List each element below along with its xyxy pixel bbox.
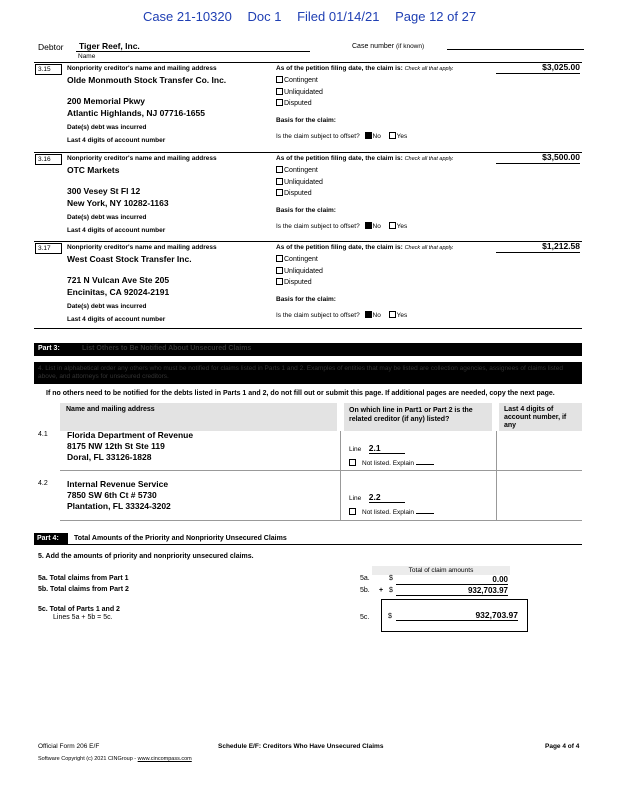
status-checkboxes: Contingent Unliquidated Disputed: [276, 254, 323, 289]
related-line: Line 2.1: [349, 438, 405, 456]
footer-software: Software Copyright (c) 2021 CINGroup - www.cincompass.com: [38, 756, 192, 762]
creditor-address-line2: New York, NY 10282-1163: [67, 198, 169, 208]
disputed-checkbox[interactable]: [276, 189, 283, 196]
explain-field[interactable]: [416, 513, 434, 514]
not-listed-row: Not listed. Explain: [349, 508, 434, 516]
date-incurred-label: Date(s) debt was incurred: [67, 124, 147, 131]
part4-instruction: 5. Add the amounts of priority and nonpriority unsecured claims.: [38, 553, 254, 560]
status-checkboxes: Contingent Unliquidated Disputed: [276, 165, 323, 200]
creditor-name-label: Nonpriority creditor's name and mailing address: [67, 155, 217, 162]
row-5a-code: 5a.: [360, 575, 370, 582]
part3-instruction: If no others need to be notified for the debts listed in Parts 1 and 2, do not fill out or submit this page. If additional pages are needed, copy the next page.: [46, 390, 555, 397]
contingent-checkbox[interactable]: [276, 76, 283, 83]
unliquidated-checkbox[interactable]: [276, 267, 283, 274]
case-number-field[interactable]: [447, 40, 584, 50]
col-line-header: On which line in Part1 or Part 2 is the related creditor (if any) listed?: [344, 403, 492, 431]
footer-form: Official Form 206 E/F: [38, 743, 100, 750]
creditor-address-line1: 721 N Vulcan Ave Ste 205: [67, 275, 170, 285]
asof-label: As of the petition filing date, the claim is: Check all that apply.: [276, 155, 454, 162]
total-5c-box: [381, 599, 528, 632]
creditor-name: West Coast Stock Transfer Inc.: [67, 254, 192, 264]
row-5b-value: 932,703.97: [396, 586, 508, 596]
disputed-checkbox[interactable]: [276, 278, 283, 285]
not-listed-checkbox[interactable]: [349, 508, 356, 515]
last4-label: Last 4 digits of account number: [67, 227, 166, 234]
creditor-number: 3.17: [35, 243, 62, 254]
case-number-label: Case number (if known): [352, 43, 425, 50]
status-checkboxes: Contingent Unliquidated Disputed: [276, 75, 323, 110]
basis-label: Basis for the claim:: [276, 296, 336, 303]
unliquidated-checkbox[interactable]: [276, 88, 283, 95]
not-listed-checkbox[interactable]: [349, 459, 356, 466]
creditor-address-line2: Atlantic Highlands, NJ 07716-1655: [67, 108, 205, 118]
related-line: Line 2.2: [349, 487, 405, 505]
part3-tag: Part 3:: [38, 345, 60, 352]
creditor-name: Olde Monmouth Stock Transfer Co. Inc.: [67, 75, 227, 85]
claim-amount: $3,025.00: [496, 62, 580, 74]
creditor-address-line1: 300 Vesey St Fl 12: [67, 186, 141, 196]
part4-tag: Part 4:: [34, 533, 68, 545]
offset-no-checkbox[interactable]: [365, 311, 372, 318]
column-divider: [496, 431, 497, 520]
last4-label: Last 4 digits of account number: [67, 137, 166, 144]
offset-yes-checkbox[interactable]: [389, 311, 396, 318]
claim-amount: $1,212.58: [496, 241, 580, 253]
stamp-doc: Doc 1: [247, 9, 282, 24]
part4-header: [34, 533, 582, 545]
col-name-header: Name and mailing address: [60, 403, 337, 431]
creditor-name-label: Nonpriority creditor's name and mailing address: [67, 65, 217, 72]
col-last4-header: Last 4 digits of account number, if any: [499, 403, 582, 431]
creditor-number: 3.15: [35, 64, 62, 75]
row-5c-value: 932,703.97: [396, 609, 518, 621]
other-name: Florida Department of Revenue: [67, 430, 194, 440]
creditor-name-label: Nonpriority creditor's name and mailing address: [67, 244, 217, 251]
claim-amount: $3,500.00: [496, 152, 580, 164]
contingent-checkbox[interactable]: [276, 166, 283, 173]
basis-label: Basis for the claim:: [276, 117, 336, 124]
debtor-name: Tiger Reef, Inc.: [79, 41, 140, 51]
date-incurred-label: Date(s) debt was incurred: [67, 214, 147, 221]
related-line-value: 2.1: [369, 443, 405, 454]
name-label: Name: [78, 53, 96, 60]
court-stamp: [0, 9, 619, 24]
row-5c-dollar: $: [388, 613, 392, 620]
debtor-name-line: [76, 40, 310, 52]
row-5b-code: 5b.: [360, 587, 370, 594]
other-address-line2: Plantation, FL 33324-3202: [67, 501, 171, 511]
stamp-case: Case 21-10320: [142, 9, 232, 24]
row-5b-dollar: $: [389, 587, 393, 594]
creditor-address-line1: 200 Memorial Pkwy: [67, 96, 145, 106]
other-number: 4.2: [38, 480, 48, 487]
asof-label: As of the petition filing date, the claim is: Check all that apply.: [276, 65, 454, 72]
basis-label: Basis for the claim:: [276, 207, 336, 214]
part3-header: [34, 343, 582, 356]
other-address-line1: 7850 SW 6th Ct # 5730: [67, 490, 157, 500]
row-separator: [60, 520, 582, 521]
footer-schedule: Schedule E/F: Creditors Who Have Unsecured Claims: [218, 743, 384, 750]
offset-no-checkbox[interactable]: [365, 222, 372, 229]
related-line-value: 2.2: [369, 492, 405, 503]
creditor-number: 3.16: [35, 154, 62, 165]
row-5b-label: 5b. Total claims from Part 2: [38, 586, 129, 593]
part3-title: List Others to Be Notified About Unsecured Claims: [82, 345, 252, 352]
other-address-line1: 8175 NW 12th St Ste 119: [67, 441, 165, 451]
row-5a-dollar: $: [389, 575, 393, 582]
asof-label: As of the petition filing date, the claim is: Check all that apply.: [276, 244, 454, 251]
row-5c-formula: Lines 5a + 5b = 5c.: [53, 614, 113, 621]
other-number: 4.1: [38, 431, 48, 438]
row-5a-label: 5a. Total claims from Part 1: [38, 575, 129, 582]
disputed-checkbox[interactable]: [276, 99, 283, 106]
row-5c-code: 5c.: [360, 614, 370, 621]
offset-no-checkbox[interactable]: [365, 132, 372, 139]
part4-title: Total Amounts of the Priority and Nonpriority Unsecured Claims: [74, 535, 287, 542]
creditor-name: OTC Markets: [67, 165, 120, 175]
part3-description: 4. List in alphabetical order any others who must be notified for claims listed in Parts 1 and 2. Examples of entities that may be listed are collection agencies, assignees of claims listed above, and attorneys for unsecured creditors.: [34, 362, 582, 384]
row-separator: [60, 470, 582, 471]
row-5c-label: 5c. Total of Parts 1 and 2: [38, 606, 120, 613]
other-name: Internal Revenue Service: [67, 479, 169, 489]
offset-yes-checkbox[interactable]: [389, 132, 396, 139]
date-incurred-label: Date(s) debt was incurred: [67, 303, 147, 310]
last4-label: Last 4 digits of account number: [67, 316, 166, 323]
offset-question: Is the claim subject to offset? No Yes: [276, 133, 408, 140]
column-divider: [340, 431, 341, 520]
explain-field[interactable]: [416, 464, 434, 465]
offset-yes-checkbox[interactable]: [389, 222, 396, 229]
footer-page: Page 4 of 4: [545, 743, 580, 750]
row-5b-sign: +: [379, 587, 384, 594]
debtor-label: Debtor: [38, 42, 64, 52]
total-header: Total of claim amounts: [372, 566, 510, 575]
not-listed-row: Not listed. Explain: [349, 459, 434, 467]
unliquidated-checkbox[interactable]: [276, 178, 283, 185]
offset-question: Is the claim subject to offset? No Yes: [276, 312, 408, 319]
row-5a-value: 0.00: [396, 575, 508, 585]
stamp-filed: Filed 01/14/21: [297, 9, 380, 24]
footer-link[interactable]: www.cincompass.com: [137, 756, 192, 762]
offset-question: Is the claim subject to offset? No Yes: [276, 223, 408, 230]
stamp-page: Page 12 of 27: [395, 9, 477, 24]
contingent-checkbox[interactable]: [276, 255, 283, 262]
creditor-address-line2: Encinitas, CA 92024-2191: [67, 287, 170, 297]
other-address-line2: Doral, FL 33126-1828: [67, 452, 152, 462]
creditor-separator: [34, 328, 582, 329]
